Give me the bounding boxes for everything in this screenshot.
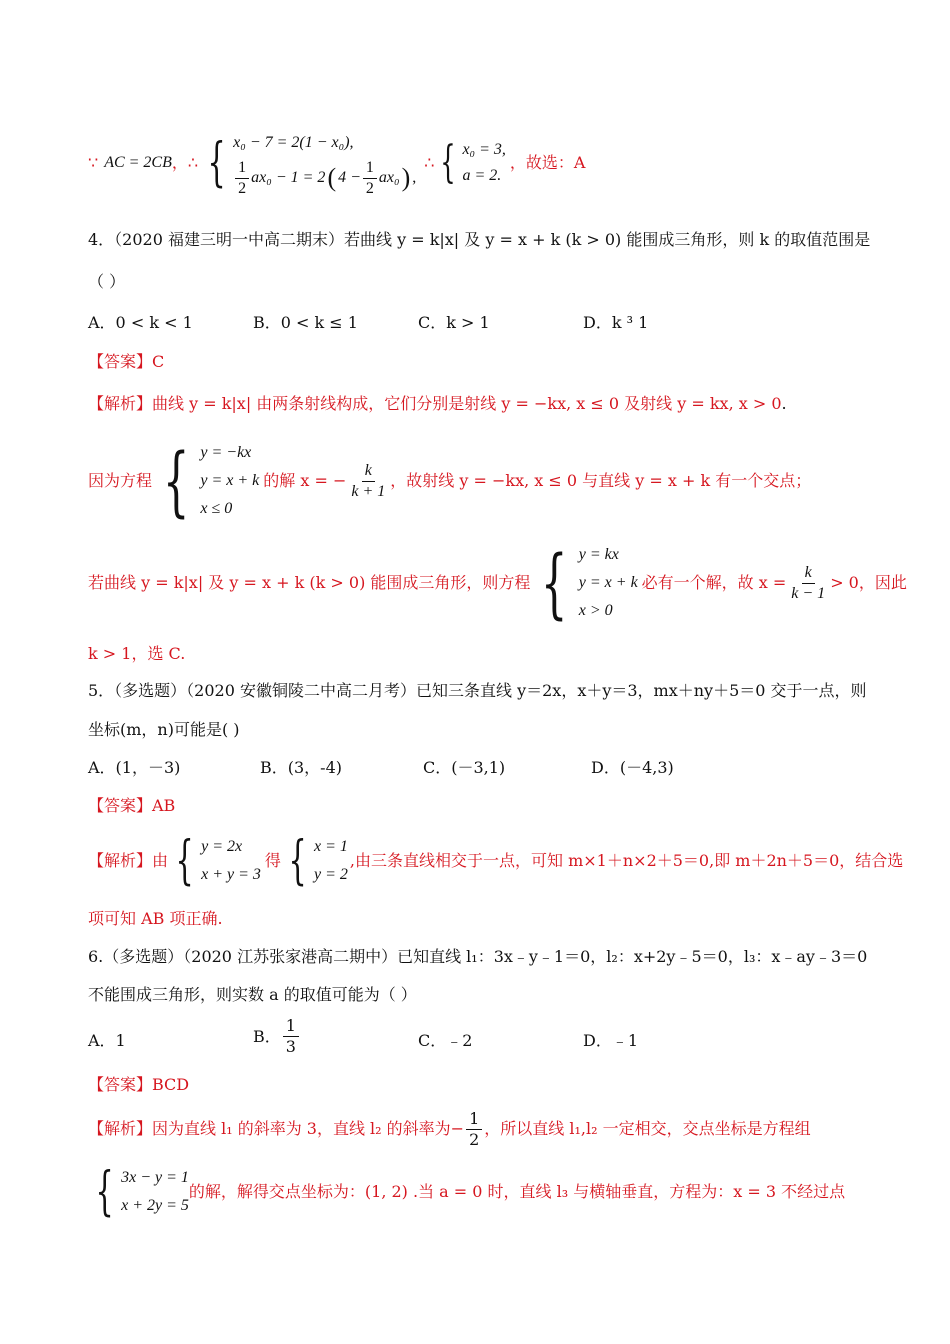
q5-option-d: D．(－4,3) <box>591 758 674 777</box>
q5-system-2 <box>314 833 348 889</box>
q5-sys1-row1: y = 2x <box>201 838 243 855</box>
therefore-symbol-2: ∴ <box>424 153 435 172</box>
q6-option-d: D．﹣1 <box>583 1031 639 1050</box>
q4-analysis-2-mid: 的解 x = − <box>263 471 347 490</box>
frac-num-2: 1 <box>363 158 377 179</box>
q6-option-b-label: B． <box>253 1026 281 1046</box>
q5-analysis-de: 得 <box>264 851 281 870</box>
q4-fraction-2 <box>788 563 828 604</box>
q5-option-a: A．(1，－3) <box>88 758 181 777</box>
q4-analysis-2-post: ，故射线 y = −kx, x ≤ 0 与直线 y = x + k 有一个交点； <box>390 471 812 490</box>
equation-system-a <box>233 128 416 199</box>
frac-num: 1 <box>235 158 249 179</box>
q4-option-d: D．k ³ 1 <box>583 313 649 332</box>
q4-analysis-2 <box>88 436 811 526</box>
q5-analysis-post: ,由三条直线相交于一点，可知 m×1＋n×2＋5＝0,即 m＋2n＋5＝0，结合选 <box>349 851 904 870</box>
system-a-row-2: $\frac{1}{2}$ ax₀ − 1 = 2 ( 4 − $\frac{1}{2}$ ax₀ ) , <box>233 158 416 199</box>
q6-sys-row2: x + 2y = 5 <box>121 1197 189 1214</box>
q4-analysis-3-post: > 0，因此 <box>830 573 907 592</box>
q6-sys-row1: 3x − y = 1 <box>121 1169 189 1186</box>
q4-sys1-row3: x ≤ 0 <box>200 500 233 517</box>
q5-option-c: C．(－3,1) <box>423 758 506 777</box>
q6-stem-2: 不能围成三角形，则实数 a 的取值可能为（ ） <box>88 985 417 1004</box>
q3-conclusion-line <box>88 120 585 206</box>
q5-analysis-pre: 【解析】由 <box>88 851 169 870</box>
q6-analysis-2 <box>88 1162 845 1222</box>
frac-num-6: 1 <box>466 1109 482 1130</box>
frac-den-3: k + 1 <box>351 482 386 500</box>
left-brace-5: { <box>175 831 194 891</box>
q4-analysis-1-text: 【解析】曲线 y = k|x| 由两条射线构成，它们分别是射线 y = −kx, x ≤ 0 及射线 y = kx, x > 0 <box>88 394 782 413</box>
frac-num-5: 1 <box>283 1016 299 1037</box>
vector-equation: AC = 2CB <box>104 154 172 171</box>
therefore-symbol: ∴ <box>187 153 199 172</box>
comma: ， <box>171 153 188 172</box>
left-brace-4: { <box>541 538 568 627</box>
q4-sys2-row2: y = x + k <box>578 574 638 591</box>
system-b-row-2: a = 2. <box>462 167 502 184</box>
frac-den: 2 <box>238 179 247 197</box>
q6-answer: 【答案】BCD <box>88 1075 190 1094</box>
q6-analysis-1 <box>88 1106 811 1152</box>
q3-answer: ，故选：A <box>509 153 586 172</box>
q4-analysis-3 <box>88 538 907 628</box>
q6-stem-1: 6.（多选题）（2020 江苏张家港高二期中）已知直线 l₁：3x﹣y﹣1＝0，l₂：x+2y﹣5＝0，l₃：x﹣ay﹣3＝0 <box>88 947 868 966</box>
q5-sys2-row1: x = 1 <box>314 838 348 855</box>
left-brace-2: { <box>440 137 457 188</box>
row2-pre: ax₀ − 1 = 2 <box>251 169 326 186</box>
equation-system-b <box>462 137 505 189</box>
q4-stem: 4．（2020 福建三明一中高二期末）若曲线 y = k|x| 及 y = x + k (k > 0) 能围成三角形，则 k 的取值范围是 <box>88 230 871 249</box>
q6-analysis-2-post: 的解，解得交点坐标为：(1, 2) .当 a = 0 时，直线 l₃ 与横轴垂直，方程为：x = 3 不经过点 <box>188 1182 846 1201</box>
q5-sys1-row2: x + y = 3 <box>201 866 261 883</box>
q5-system-1 <box>201 833 261 889</box>
q6-option-a: A．1 <box>88 1031 126 1050</box>
q4-system-1 <box>200 439 259 523</box>
q4-analysis-1 <box>88 393 787 415</box>
q4-sys2-row3: x > 0 <box>578 602 613 619</box>
left-brace: { <box>207 133 226 193</box>
q4-analysis-3-mid: 必有一个解，故 x = <box>641 573 787 592</box>
half-fraction-2 <box>363 158 377 199</box>
q4-system-2 <box>579 541 638 625</box>
frac-num-4: k <box>802 563 815 584</box>
q6-option-b <box>253 1016 301 1057</box>
q6-option-b-fraction <box>283 1016 299 1057</box>
frac-den-6: 2 <box>469 1129 480 1149</box>
q4-sys1-row1: y = −kx <box>200 444 252 461</box>
row2-inner: 4 − <box>338 169 361 186</box>
q5-sys2-row2: y = 2 <box>314 866 348 883</box>
frac-den-4: k − 1 <box>791 584 826 602</box>
q4-option-b: B．0 < k ≤ 1 <box>253 313 358 332</box>
half-fraction <box>235 158 249 199</box>
frac-den-5: 3 <box>285 1037 296 1056</box>
q4-sys1-row2: y = x + k <box>200 472 260 489</box>
frac-num-3: k <box>362 461 375 482</box>
left-brace-6: { <box>288 831 307 891</box>
q5-answer: 【答案】AB <box>88 796 176 815</box>
q4-analysis-3-pre: 若曲线 y = k|x| 及 y = x + k (k > 0) 能围成三角形，则方程 <box>88 573 531 592</box>
q6-option-c: C．﹣2 <box>418 1031 473 1050</box>
row2-post: ax₀ <box>378 169 400 186</box>
q5-option-b: B．(3，-4) <box>260 758 343 777</box>
q5-analysis-2: 项可知 AB 项正确. <box>88 909 223 928</box>
q4-option-a: A．0 < k < 1 <box>88 313 193 332</box>
left-brace-7: { <box>95 1162 114 1222</box>
system-b-row-1: x₀ = 3, <box>462 141 506 158</box>
left-brace-3: { <box>162 436 190 525</box>
q5-stem-2: 坐标(m，n)可能是( ) <box>88 720 240 739</box>
frac-den-2: 2 <box>365 179 374 197</box>
q4-answer: 【答案】C <box>88 352 165 371</box>
q4-option-c: C．k > 1 <box>418 313 490 332</box>
q5-analysis <box>88 830 903 892</box>
q4-analysis-2-pre: 因为方程 <box>88 471 153 490</box>
q6-slope-fraction <box>466 1109 482 1150</box>
q4-sys2-row1: y = kx <box>578 546 619 563</box>
q4-fraction-1 <box>348 461 388 502</box>
system-a-row-1: x₀ − 7 = 2(1 − x₀), <box>233 133 354 151</box>
q6-analysis-post: ，所以直线 l₁,l₂ 一定相交，交点坐标是方程组 <box>484 1119 811 1138</box>
q4-paren: （ ） <box>88 272 126 291</box>
q4-analysis-4: k > 1，选 C. <box>88 644 186 663</box>
q6-system <box>121 1164 189 1220</box>
q4-analysis-1-end: . <box>781 394 787 413</box>
q6-analysis-pre: 【解析】因为直线 l₁ 的斜率为 3，直线 l₂ 的斜率为− <box>88 1119 465 1138</box>
q5-stem-1: 5．（多选题）（2020 安徽铜陵二中高二月考）已知三条直线 y＝2x，x＋y＝3，mx＋ny＋5＝0 交于一点，则 <box>88 681 867 700</box>
because-symbol: ∵ <box>88 153 99 172</box>
